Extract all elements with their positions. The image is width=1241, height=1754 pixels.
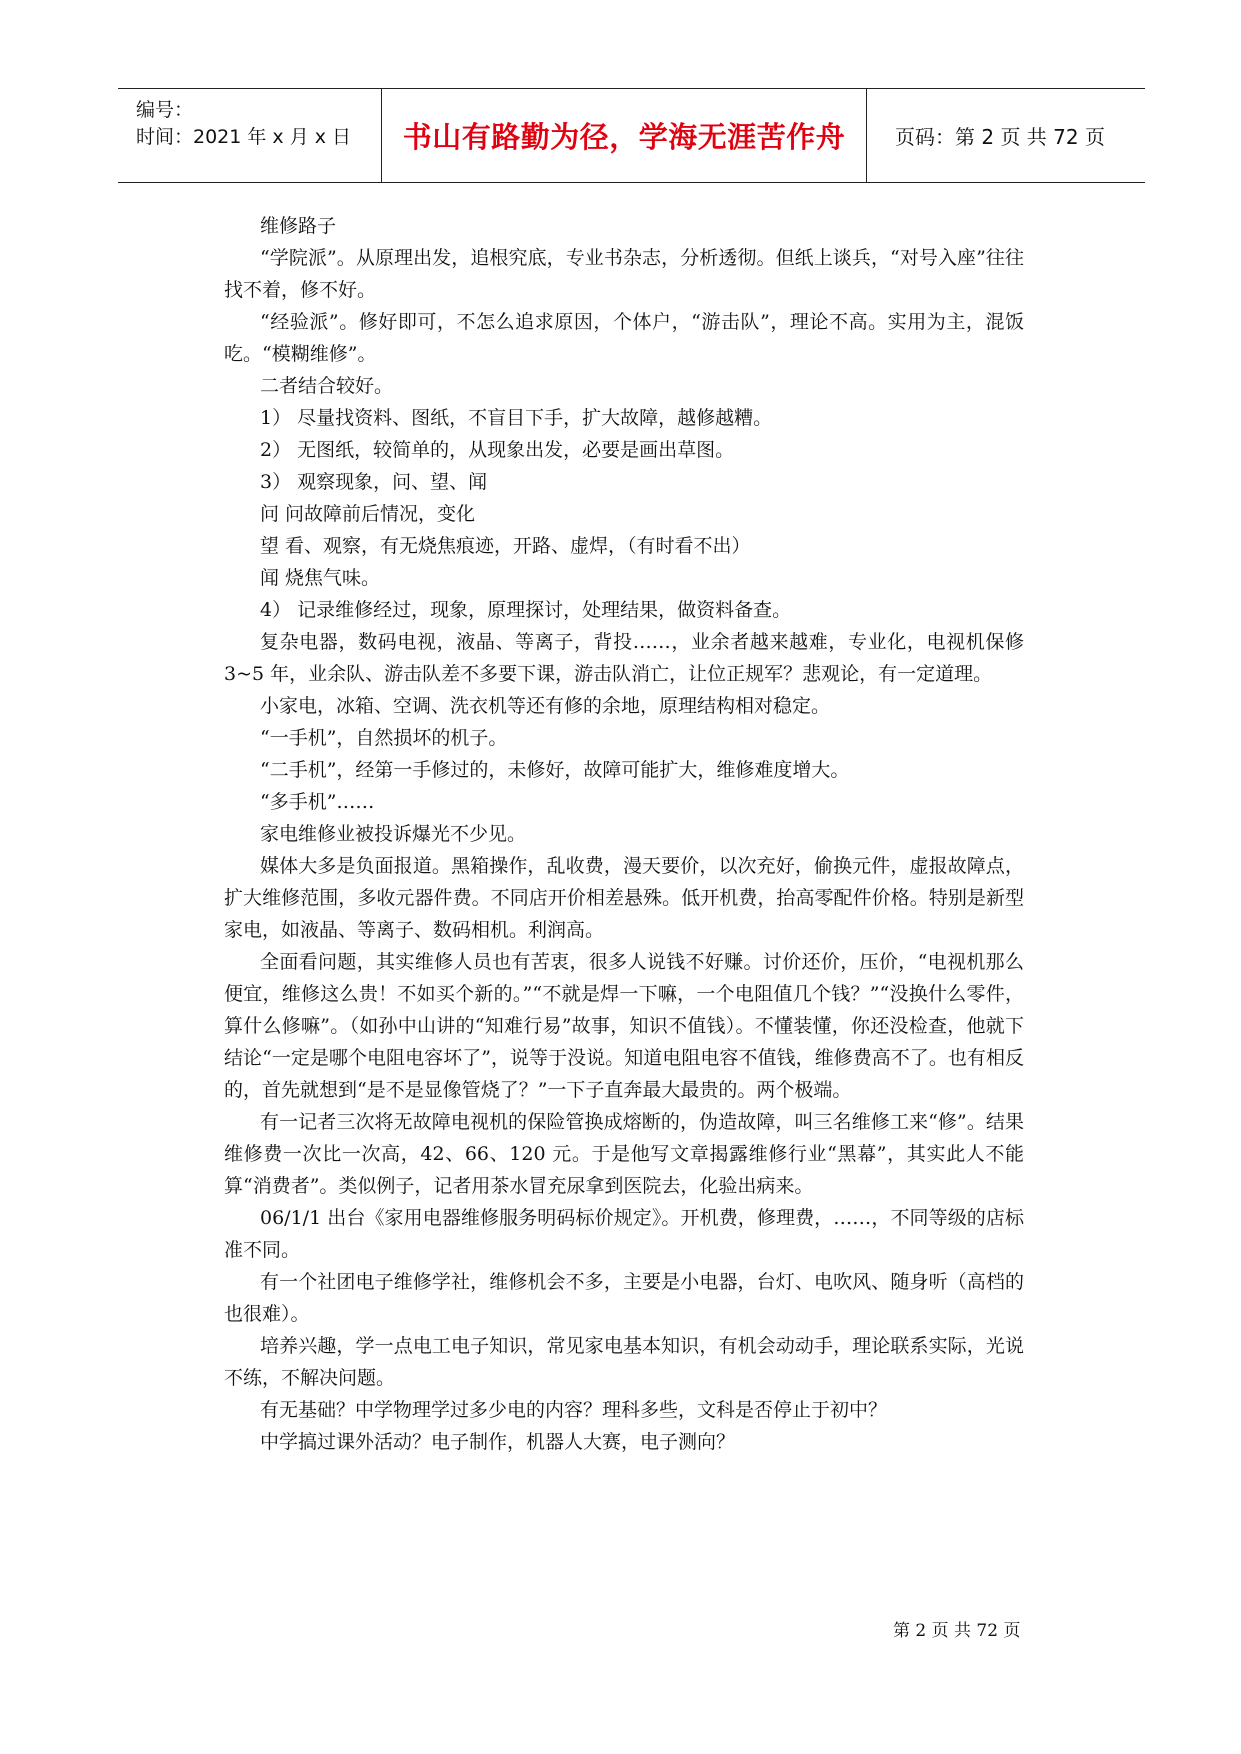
document-number-label: 编号：: [136, 99, 194, 121]
body-paragraph: “经验派”。修好即可，不怎么追求原因，个体户，“游击队”，理论不高。实用为主，混饭吃。“模糊维修”。: [224, 311, 1024, 365]
body-paragraph: 2） 无图纸，较简单的，从现象出发，必要是画出草图。: [260, 439, 735, 461]
body-paragraph: “学院派”。从原理出发，追根究底，专业书杂志，分析透彻。但纸上谈兵，“对号入座”往往找不着，修不好。: [224, 247, 1024, 301]
body-paragraph: 有无基础？中学物理学过多少电的内容？理科多些，文科是否停止于初中？: [260, 1399, 888, 1421]
body-paragraph: 望 看、观察，有无烧焦痕迹，开路、虚焊，（有时看不出）: [260, 535, 751, 557]
body-paragraph: 媒体大多是负面报道。黑箱操作，乱收费，漫天要价，以次充好，偷换元件，虚报故障点，扩大维修范围，多收元器件费。不同店开价相差悬殊。低开机费，抬高零配件价格。特别是新型家电，如液晶、等离子、数码相机。利润高。: [224, 855, 1024, 941]
header-page-cell: [867, 89, 1145, 182]
header-info-cell: [118, 89, 382, 182]
header-motto: 书山有路勤为径，学海无涯苦作舟: [402, 120, 846, 154]
body-paragraph: 家电维修业被投诉爆光不少见。: [260, 823, 527, 845]
body-paragraph: 复杂电器，数码电视，液晶、等离子，背投……，业余者越来越难，专业化，电视机保修 3~5 年，业余队、游击队差不多要下课，游击队消亡，让位正规军？悲观论，有一定道理。: [224, 631, 1024, 685]
body-paragraph: 3） 观察现象，问、望、闻: [260, 471, 488, 493]
document-date-label: 时间：2021 年 x 月 x 日: [136, 126, 352, 148]
body-paragraph: 培养兴趣，学一点电工电子知识，常见家电基本知识，有机会动动手，理论联系实际，光说不练，不解决问题。: [224, 1335, 1024, 1389]
header-page-number: 页码：第 2 页 共 72 页: [895, 125, 1105, 149]
body-paragraph: 1） 尽量找资料、图纸，不盲目下手，扩大故障，越修越糟。: [260, 407, 773, 429]
body-paragraph: “一手机”，自然损坏的机子。: [260, 727, 508, 749]
body-paragraph: 闻 烧焦气味。: [260, 567, 381, 589]
document-body: [224, 210, 1024, 1458]
body-paragraph: 中学搞过课外活动？电子制作，机器人大赛，电子测向？: [260, 1431, 736, 1453]
body-paragraph: 06/1/1 出台《家用电器维修服务明码标价规定》。开机费，修理费，……，不同等级的店标准不同。: [224, 1207, 1024, 1261]
body-paragraph: 小家电，冰箱、空调、洗衣机等还有修的余地，原理结构相对稳定。: [260, 695, 831, 717]
body-paragraph: “多手机”……: [260, 791, 375, 813]
body-paragraph: 维修路子: [260, 215, 337, 237]
body-paragraph: 二者结合较好。: [260, 375, 394, 397]
body-paragraph: 有一记者三次将无故障电视机的保险管换成熔断的，伪造故障，叫三名维修工来“修”。结果维修费一次比一次高，42、66、120 元。于是他写文章揭露维修行业“黑幕”，其实此人不能算“消费者”。类似例子，记者用茶水冒充尿拿到医院去，化验出病来。: [224, 1111, 1024, 1197]
body-paragraph: 问 问故障前后情况，变化: [260, 503, 476, 525]
body-paragraph: “二手机”，经第一手修过的，未修好，故障可能扩大，维修难度增大。: [260, 759, 850, 781]
body-paragraph: 4） 记录维修经过，现象，原理探讨，处理结果，做资料备查。: [260, 599, 792, 621]
page-header: [118, 88, 1145, 183]
footer-page-number: 第 2 页 共 72 页: [893, 1621, 1021, 1641]
header-motto-cell: [382, 89, 867, 182]
page-footer: [893, 1616, 1020, 1641]
body-paragraph: 有一个社团电子维修学社，维修机会不多，主要是小电器，台灯、电吹风、随身听（高档的也很难）。: [224, 1271, 1024, 1325]
body-paragraph: 全面看问题，其实维修人员也有苦衷，很多人说钱不好赚。讨价还价，压价，“电视机那么便宜，维修这么贵！不如买个新的。”“不就是焊一下嘛，一个电阻值几个钱？”“没换什么零件，算什么修嘛”。（如孙中山讲的“知难行易”故事，知识不值钱）。不懂装懂，你还没检查，他就下结论“一定是哪个电阻电容坏了”，说等于没说。知道电阻电容不值钱，维修费高不了。也有相反的，首先就想到“是不是显像管烧了？”一下子直奔最大最贵的。两个极端。: [224, 951, 1024, 1101]
